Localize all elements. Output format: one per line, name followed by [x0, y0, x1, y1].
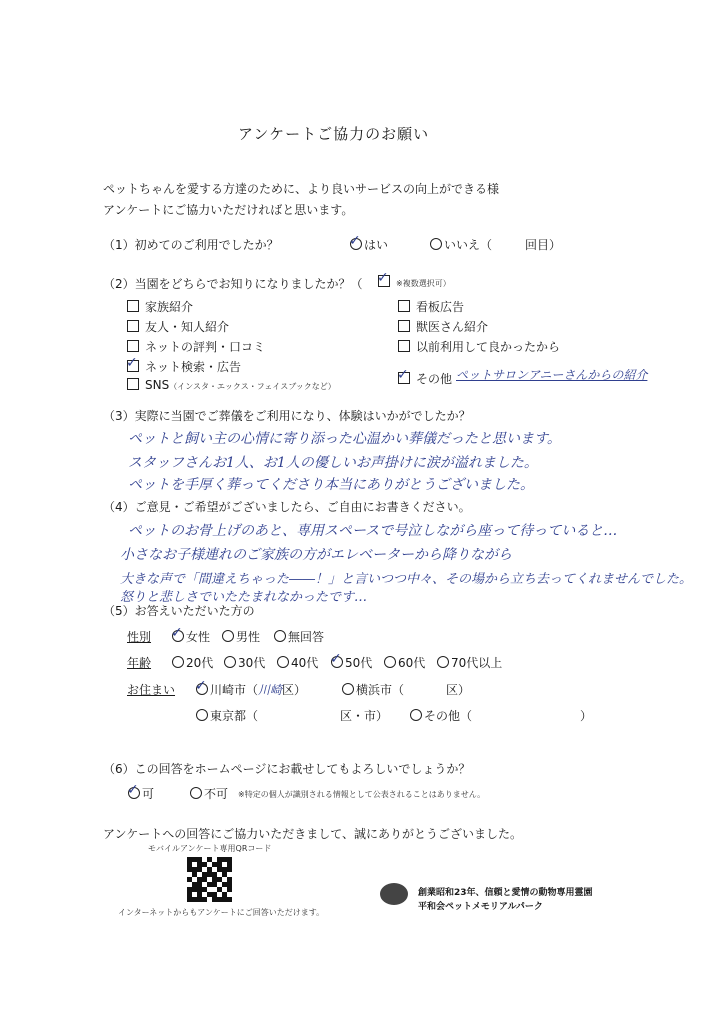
check-mark-icon: ✓: [195, 678, 207, 694]
radio-circle: [274, 630, 286, 642]
option-label: 可: [142, 787, 155, 801]
radio-circle: [410, 709, 422, 721]
kawasaki-ward-answer: 川崎: [258, 683, 283, 697]
address-tokyo-option[interactable]: [196, 707, 258, 724]
q3-label: （3）実際に当園でご葬儀をご利用になり、体験はいかがでしたか？: [103, 409, 471, 423]
radio-circle: [277, 656, 289, 668]
option-label: 70代以上: [451, 656, 503, 670]
company-logo-icon: [380, 883, 408, 905]
q6-label: （6）この回答をホームページにお載せしてもよろしいでしょうか？: [103, 762, 471, 776]
q2-option-friend[interactable]: [127, 318, 229, 335]
checkbox: [127, 300, 139, 312]
address-other-option[interactable]: [410, 707, 472, 724]
q2-option-vet[interactable]: [398, 318, 488, 335]
checkbox: [127, 340, 139, 352]
internet-note: インターネットからもアンケートにご回答いただけます。: [118, 908, 325, 917]
q1-no-option[interactable]: [430, 236, 492, 253]
qr-label: モバイルアンケート専用QRコード: [148, 844, 272, 853]
page-title: アンケートご協力のお願い: [238, 125, 430, 143]
q2-option-net-review[interactable]: [127, 338, 265, 355]
radio-circle: [171, 625, 184, 642]
q1-yes-label: はい: [364, 238, 389, 252]
q2-option-sns[interactable]: [127, 378, 336, 392]
age-30s-option[interactable]: [224, 654, 265, 671]
q2-option-net-search[interactable]: [126, 355, 242, 375]
option-label: 30代: [238, 656, 266, 670]
option-label: 不可: [204, 787, 229, 801]
q2-other-answer: ペットサロンアニーさんからの紹介: [456, 368, 648, 382]
gender-male-option[interactable]: [222, 628, 260, 645]
ward-close: 区）: [282, 683, 307, 697]
radio-circle: [342, 683, 354, 695]
radio-circle: [437, 656, 449, 668]
checkbox: [127, 320, 139, 332]
q1-no-label: いいえ（: [444, 238, 493, 252]
option-label: 川崎市（: [210, 683, 259, 697]
option-label: 男性: [236, 630, 261, 644]
radio-circle: [172, 656, 184, 668]
address-label: お住まい: [127, 683, 176, 697]
option-label: 60代: [398, 656, 426, 670]
q4-answer-line-4: 怒りと悲しさでいたたまれなかったです…: [120, 590, 368, 605]
sns-note: （インスタ・エックス・フェイスブックなど）: [169, 382, 336, 391]
age-70s-option[interactable]: [437, 654, 502, 671]
radio-circle: [222, 630, 234, 642]
radio-circle: [196, 709, 208, 721]
q1-yes-option[interactable]: [349, 233, 389, 253]
q2-multi-note: [377, 270, 451, 289]
company-name: 平和会ペットメモリアルパーク: [418, 902, 543, 912]
option-label: 友人・知人紹介: [145, 320, 230, 334]
q4-answer-line-3: 大きな声で「間違えちゃった――！」と言いつつ中々、その場から立ち去ってくれませんでした。: [120, 572, 693, 587]
radio-circle: [349, 233, 362, 250]
address-yokohama-option[interactable]: [342, 681, 404, 698]
option-label: その他（: [424, 709, 473, 723]
checkbox: [127, 378, 139, 390]
option-label: 家族紹介: [145, 300, 194, 314]
q2-label: （2）当園をどちらでお知りになりましたか？（: [103, 277, 363, 291]
q6-deny-option[interactable]: [190, 785, 228, 802]
radio-circle: [224, 656, 236, 668]
q1-label: （1）初めてのご利用でしたか？: [103, 238, 279, 252]
option-label: SNS: [145, 378, 170, 392]
intro-line-2: アンケートにご協力いただければと思います。: [103, 203, 354, 217]
option-label: 50代: [345, 656, 373, 670]
checkbox: [398, 320, 410, 332]
check-mark-icon: ✓: [330, 651, 342, 667]
radio-circle: [195, 678, 208, 695]
radio-circle: [190, 787, 202, 799]
radio-circle: [330, 651, 343, 668]
yokohama-close: 区）: [446, 683, 471, 697]
q1-times-label: 回目）: [525, 238, 562, 252]
qr-code-icon[interactable]: [187, 857, 232, 902]
q4-label: （4）ご意見・ご希望がございましたら、ご自由にお書きください。: [103, 500, 471, 514]
option-label: その他: [416, 372, 453, 386]
q5-label: （5）お答えいただいた方の: [103, 604, 255, 618]
check-mark-icon: ✓: [397, 367, 409, 383]
age-50s-option[interactable]: [330, 651, 373, 671]
radio-circle: [127, 782, 140, 799]
tokyo-close: 区・市）: [340, 709, 389, 723]
q3-answer-line-1: ペットと飼い主の心情に寄り添った心温かい葬儀だったと思います。: [128, 431, 561, 447]
q2-option-other[interactable]: [397, 367, 453, 387]
q2-option-previous[interactable]: [398, 338, 560, 355]
option-label: ネットの評判・口コミ: [145, 340, 266, 354]
option-label: 女性: [186, 630, 211, 644]
option-label: 20代: [186, 656, 214, 670]
option-label: 看板広告: [416, 300, 465, 314]
age-20s-option[interactable]: [172, 654, 213, 671]
radio-circle: [384, 656, 396, 668]
age-60s-option[interactable]: [384, 654, 425, 671]
checkbox: [398, 300, 410, 312]
checkbox: [398, 340, 410, 352]
q4-answer-line-1: ペットのお骨上げのあと、専用スペースで号泣しながら座って待っていると…: [128, 523, 618, 539]
intro-line-1: ペットちゃんを愛する方達のために、より良いサービスの向上ができる様: [103, 182, 500, 196]
checkbox: [377, 270, 390, 287]
q3-answer-line-3: ペットを手厚く葬ってくださり本当にありがとうございました。: [128, 477, 534, 493]
option-label: 東京都（: [210, 709, 259, 723]
q6-note: ※特定の個人が識別される情報として公表されることはありません。: [238, 790, 486, 799]
gender-none-option[interactable]: [274, 628, 324, 645]
checkbox: [126, 355, 139, 372]
address-kawasaki-option[interactable]: [195, 678, 307, 698]
q2-option-family[interactable]: [127, 298, 193, 315]
check-mark-icon: ✓: [171, 625, 183, 641]
other-close: ）: [580, 709, 593, 723]
radio-circle: [430, 238, 442, 250]
gender-female-option[interactable]: [171, 625, 211, 645]
check-mark-icon: ✓: [349, 233, 361, 249]
option-label: ネット検索・広告: [145, 360, 242, 374]
thanks-message: アンケートへの回答にご協力いただきまして、誠にありがとうございました。: [103, 827, 523, 841]
company-tagline: 創業昭和23年、信頼と愛情の動物専用霊園: [418, 888, 593, 898]
q3-answer-line-2: スタッフさんお1人、お1人の優しいお声掛けに涙が溢れました。: [128, 455, 538, 471]
check-mark-icon: ✓: [126, 355, 138, 371]
option-label: 無回答: [288, 630, 325, 644]
age-40s-option[interactable]: [277, 654, 318, 671]
option-label: 以前利用して良かったから: [416, 340, 561, 354]
check-mark-icon: ✓: [377, 270, 389, 286]
option-label: 40代: [291, 656, 319, 670]
gender-label: 性別: [127, 630, 152, 644]
option-label: 獣医さん紹介: [416, 320, 489, 334]
check-mark-icon: ✓: [127, 782, 139, 798]
age-label: 年齢: [127, 656, 152, 670]
multi-select-note: ※複数選択可）: [396, 279, 451, 288]
q2-option-signboard[interactable]: [398, 298, 464, 315]
option-label: 横浜市（: [356, 683, 405, 697]
q4-answer-line-2: 小さなお子様連れのご家族の方がエレベーターから降りながら: [120, 547, 512, 563]
q6-allow-option[interactable]: [127, 782, 155, 802]
checkbox: [397, 367, 410, 384]
